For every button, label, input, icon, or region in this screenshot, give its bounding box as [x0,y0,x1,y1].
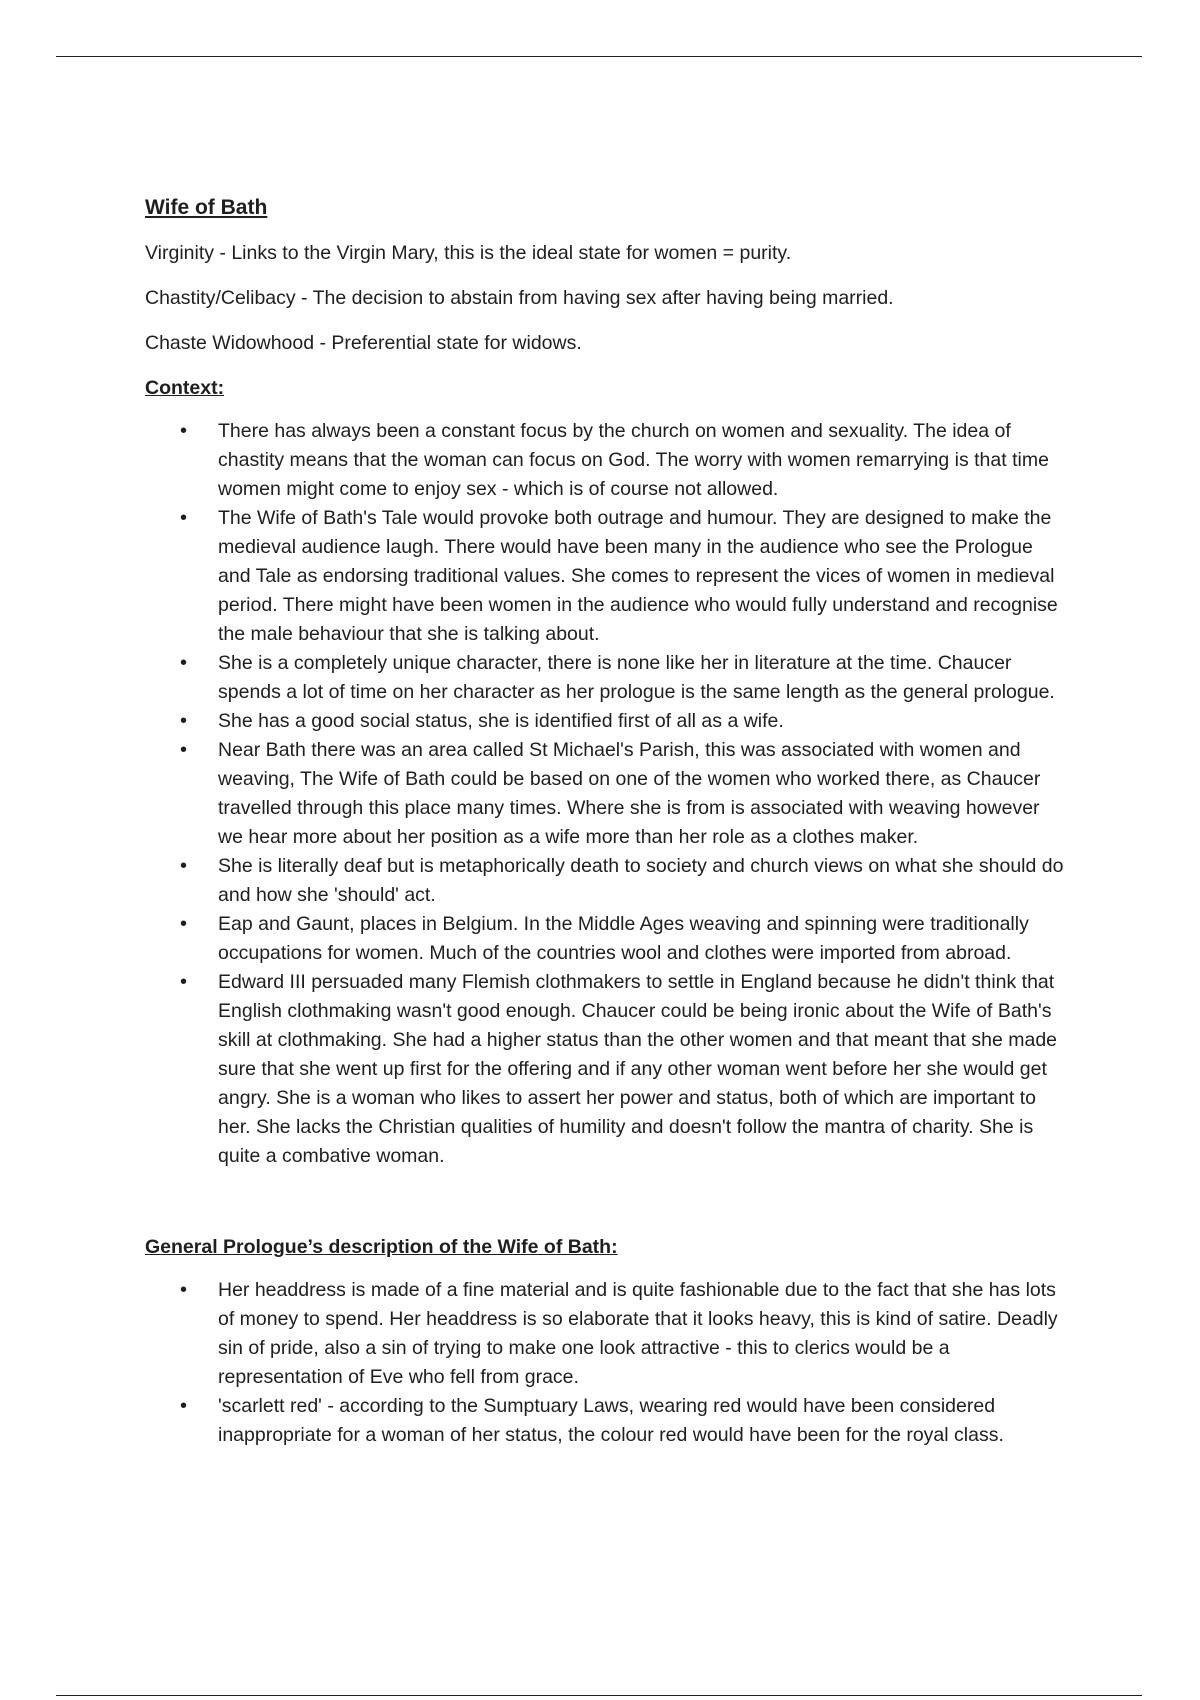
page-top-rule [56,56,1142,57]
page-bottom-rule [56,1695,1142,1696]
definition-chaste-widowhood: Chaste Widowhood - Preferential state for widows. [145,332,582,354]
document-title: Wife of Bath [145,196,268,219]
document-body [145,193,1065,1450]
list-item: • She is literally deaf but is metaphorically death to society and church views on what she should do and how she 'should' act. [145,852,1065,910]
definition-virginity: Virginity - Links to the Virgin Mary, this is the ideal state for women = purity. [145,242,792,264]
list-item: • There has always been a constant focus by the church on women and sexuality. The idea of chastity means that the woman can focus on God. The worry with women remarrying is that time women might come to enjoy sex - which is of course not allowed. [145,417,1065,504]
list-item: • Near Bath there was an area called St Michael's Parish, this was associated with women and weaving, The Wife of Bath could be based on one of the women who worked there, as Chaucer travelled through this place many times. Where she is from is associated with weaving however we hear more about her position as a wife more than her role as a clothes maker. [145,736,1065,852]
general-prologue-bullet-list [145,1276,1065,1450]
context-bullet-list [145,417,1065,1171]
list-item: • Edward III persuaded many Flemish clothmakers to settle in England because he didn't think that English clothmaking wasn't good enough. Chaucer could be being ironic about the Wife of Bath's skill at clothmaking. She had a higher status than the other women and that meant that she made sure that she went up first for the offering and if any other woman went before her she would get angry. She is a woman who likes to assert her power and status, both of which are important to her. She lacks the Christian qualities of humility and doesn't follow the mantra of charity. She is quite a combative woman. [145,968,1065,1171]
list-item: • The Wife of Bath's Tale would provoke both outrage and humour. They are designed to make the medieval audience laugh. There would have been many in the audience who see the Prologue and Tale as endorsing traditional values. She comes to represent the vices of women in medieval period. There might have been women in the audience who would fully understand and recognise the male behaviour that she is talking about. [145,504,1065,649]
definition-chastity: Chastity/Celibacy - The decision to abstain from having sex after having being married. [145,287,894,309]
context-heading: Context: [145,377,225,399]
section-spacer [145,1171,1065,1233]
list-item: • Her headdress is made of a fine material and is quite fashionable due to the fact that she has lots of money to spend. Her headdress is so elaborate that it looks heavy, this is kind of satire. Deadly sin of pride, also a sin of trying to make one look attractive - this to clerics would be a representation of Eve who fell from grace. [145,1276,1065,1392]
list-item: • She has a good social status, she is identified first of all as a wife. [145,707,1065,736]
list-item: • 'scarlett red' - according to the Sumptuary Laws, wearing red would have been considered inappropriate for a woman of her status, the colour red would have been for the royal class. [145,1392,1065,1450]
list-item: • She is a completely unique character, there is none like her in literature at the time. Chaucer spends a lot of time on her character as her prologue is the same length as the general prologue. [145,649,1065,707]
general-prologue-heading: General Prologue’s description of the Wife of Bath: [145,1236,618,1258]
list-item: • Eap and Gaunt, places in Belgium. In the Middle Ages weaving and spinning were traditionally occupations for women. Much of the countries wool and clothes were imported from abroad. [145,910,1065,968]
